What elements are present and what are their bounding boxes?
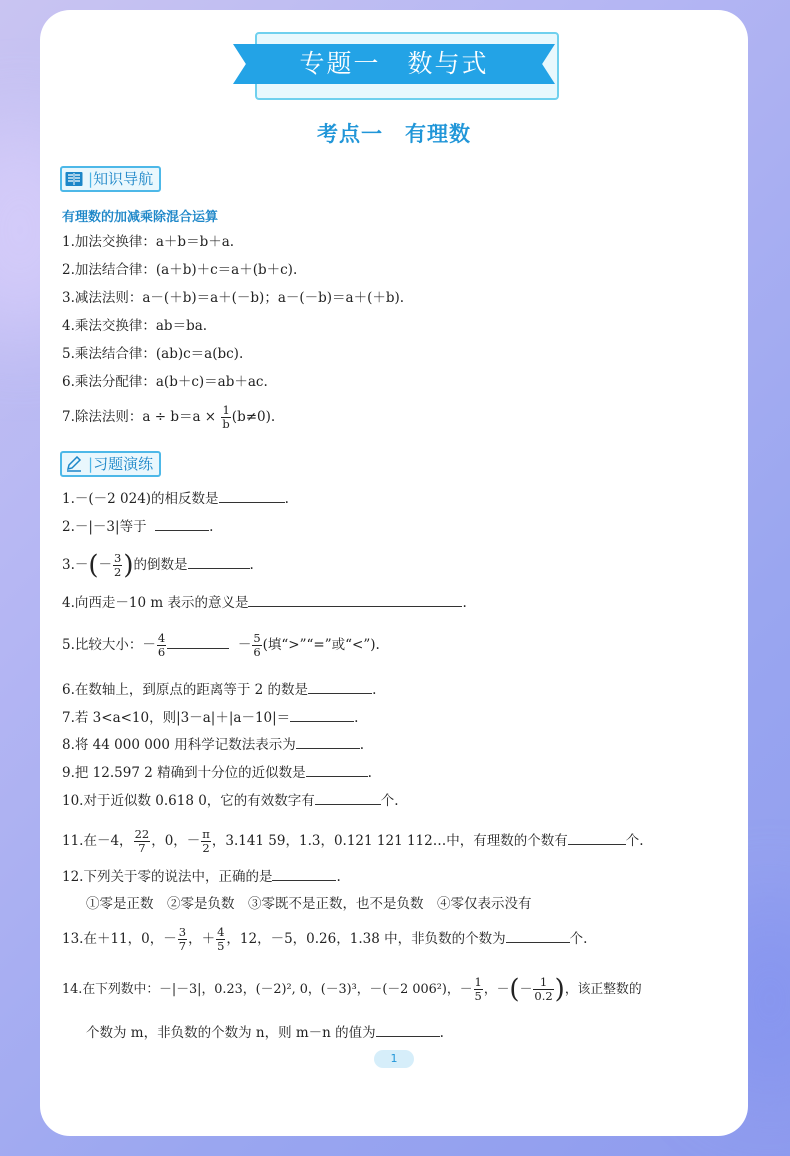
fraction-denominator: 2 [202,841,210,855]
answer-blank[interactable] [296,734,360,749]
left-paren: ( [509,974,520,1005]
rule-4: 4.乘法交换律：ab＝ba. [62,318,208,334]
answer-blank[interactable] [290,707,354,722]
question-tail: . [336,869,341,885]
question-tail: . [284,491,289,507]
question-tail: . [462,595,467,611]
fraction [474,976,483,1003]
right-paren: ) [554,974,565,1005]
question-tail: (填“>”“=”或“<”). [262,637,380,653]
question-13 [62,926,587,953]
answer-blank[interactable] [506,928,570,943]
question-1 [62,488,289,509]
question-tail: 个. [625,833,644,849]
question-10 [62,790,399,811]
question-tail: 个. [569,931,588,947]
question-11 [62,828,644,855]
question-text: 11.在－4， [62,833,133,849]
banner-title: 专题一 数与式 [299,49,489,78]
question-text: 7.若 3<a<10，则|3－a|＋|a－10|＝ [62,710,291,726]
answer-blank[interactable] [272,866,336,881]
question-text: 5.比较大小：－ [62,637,156,653]
fraction-denominator: 5 [217,939,225,953]
question-text: 3.－ [62,557,89,573]
answer-blank[interactable] [155,516,209,531]
fraction-numerator: 1 [222,403,230,417]
right-paren: ) [123,550,134,581]
question-tail: . [249,557,254,573]
fraction [134,828,151,855]
fraction-numerator: 4 [157,631,166,645]
rule-5: 5.乘法结合律：(ab)c＝a(bc). [62,346,244,362]
answer-blank[interactable] [219,488,285,503]
question-text: 12.下列关于零的说法中，正确的是 [62,869,273,885]
question-text: 4.向西走－10 m 表示的意义是 [62,595,249,611]
fraction-numerator: 22 [134,827,150,841]
question-9 [62,762,372,783]
pencil-icon [65,456,83,472]
fraction-numerator: 3 [114,551,122,565]
minus-sign: － [98,557,113,573]
rule-3: 3.减法法则：a－(＋b)＝a＋(－b)；a－(－b)＝a＋(＋b). [62,290,405,306]
left-paren: ( [88,550,99,581]
rule-6: 6.乘法分配律：a(b＋c)＝ab＋ac. [62,374,268,390]
question-text: 的倒数是 [133,557,188,573]
fraction [216,926,225,953]
answer-blank[interactable] [167,634,229,649]
answer-blank[interactable] [376,1022,440,1037]
question-6 [62,679,376,700]
question-3 [62,552,254,579]
question-text: ，0，－ [151,833,201,849]
fraction-denominator: 7 [138,841,146,855]
rule-1: 1.加法交换律：a＋b＝b＋a. [62,234,235,250]
fraction [533,976,553,1003]
fraction-numerator: 4 [217,925,225,939]
question-text: 9.把 12.597 2 精确到十分位的近似数是 [62,765,306,781]
fraction-numerator: 5 [253,631,261,645]
answer-blank[interactable] [248,592,462,607]
fraction-denominator: 7 [178,939,187,953]
question-2 [62,516,213,537]
fraction-numerator: 3 [178,925,187,939]
question-text: 2.－|－3|等于 [62,519,147,535]
fraction-denominator: b [222,417,230,431]
fraction-numerator: π [202,827,210,841]
fraction-denominator: 0.2 [534,989,553,1003]
answer-blank[interactable] [188,554,250,569]
tag-separator: | [88,170,94,188]
rule-7-tail: (b≠0). [231,409,276,425]
question-tail: . [439,1025,444,1041]
fraction [157,632,166,659]
fraction-denominator: 5 [474,989,482,1003]
fraction [113,552,122,579]
exercise-tag-label: 习题演练 [93,455,154,473]
exercise-tag [60,451,161,477]
question-text: ，12，－5，0.26，1.38 中，非负数的个数为 [226,931,506,947]
question-tail: . [372,682,377,698]
answer-blank[interactable] [568,830,626,845]
tag-separator: | [88,455,94,473]
fraction-numerator: 1 [533,976,553,990]
topic-heading: 有理数的加减乘除混合运算 [62,210,219,225]
fraction [221,404,230,431]
question-text: ，该正整数的 [564,982,642,997]
book-icon [65,171,83,187]
fraction [252,632,261,659]
rule-2: 2.加法结合律：(a＋b)＋c＝a＋(b＋c). [62,262,298,278]
question-text: 8.将 44 000 000 用科学记数法表示为 [62,737,296,753]
answer-blank[interactable] [308,679,372,694]
question-12 [62,866,341,887]
question-8 [62,734,364,755]
answer-blank[interactable] [306,762,368,777]
knowledge-tag [60,166,161,192]
rule-7-text: 7.除法法则：a ÷ b＝a × [62,409,217,425]
question-text: 6.在数轴上，到原点的距离等于 2 的数是 [62,682,309,698]
minus-sign: － [237,637,252,653]
question-tail: . [209,519,214,535]
question-text: ，＋ [188,931,216,947]
fraction [201,828,211,855]
question-text: 10.对于近似数 0.618 0，它的有效数字有 [62,793,315,809]
question-text: ，－ [483,982,510,997]
fraction-denominator: 6 [157,645,166,659]
question-text: 个数为 m，非负数的个数为 n，则 m－n 的值为 [86,1025,376,1041]
rule-7 [62,404,275,431]
fraction-denominator: 6 [253,645,261,659]
fraction-numerator: 1 [474,975,482,989]
question-text: 1.－(－2 024)的相反数是 [62,491,219,507]
question-12-options: ①零是正数 ②零是负数 ③零既不是正数，也不是负数 ④零仅表示没有 [86,896,532,912]
question-text: 13.在＋11，0，－ [62,931,177,947]
page-number: 1 [374,1050,414,1068]
question-tail: . [359,737,365,753]
question-4 [62,592,467,613]
question-text: 14.在下列数中：－|－3|，0.23，(－2)², 0，(－3)³，－(－2 006²)，－ [62,982,473,997]
question-tail: . [367,765,372,781]
question-text: ，3.141 59，1.3，0.121 121 112…中，有理数的个数有 [211,833,568,849]
fraction-denominator: 2 [114,565,122,579]
question-14: 14.在下列数中：－|－3|，0.23，(－2)², 0，(－3)³，－(－2 006²)，－ $\frac{1}{5}$ ，－(－ $\frac{1}{0.2}$ )，该正整数的 [62,974,642,1005]
question-tail: 个. [380,793,399,809]
question-5 [62,632,380,659]
question-tail: . [354,710,359,726]
question-7 [62,707,358,728]
answer-blank[interactable] [315,790,381,805]
section-subtitle: 考点一 有理数 [317,121,471,146]
question-14-line-2 [86,1022,444,1043]
worksheet-page [40,10,748,1136]
fraction [178,926,187,953]
knowledge-tag-label: 知识导航 [93,170,154,188]
